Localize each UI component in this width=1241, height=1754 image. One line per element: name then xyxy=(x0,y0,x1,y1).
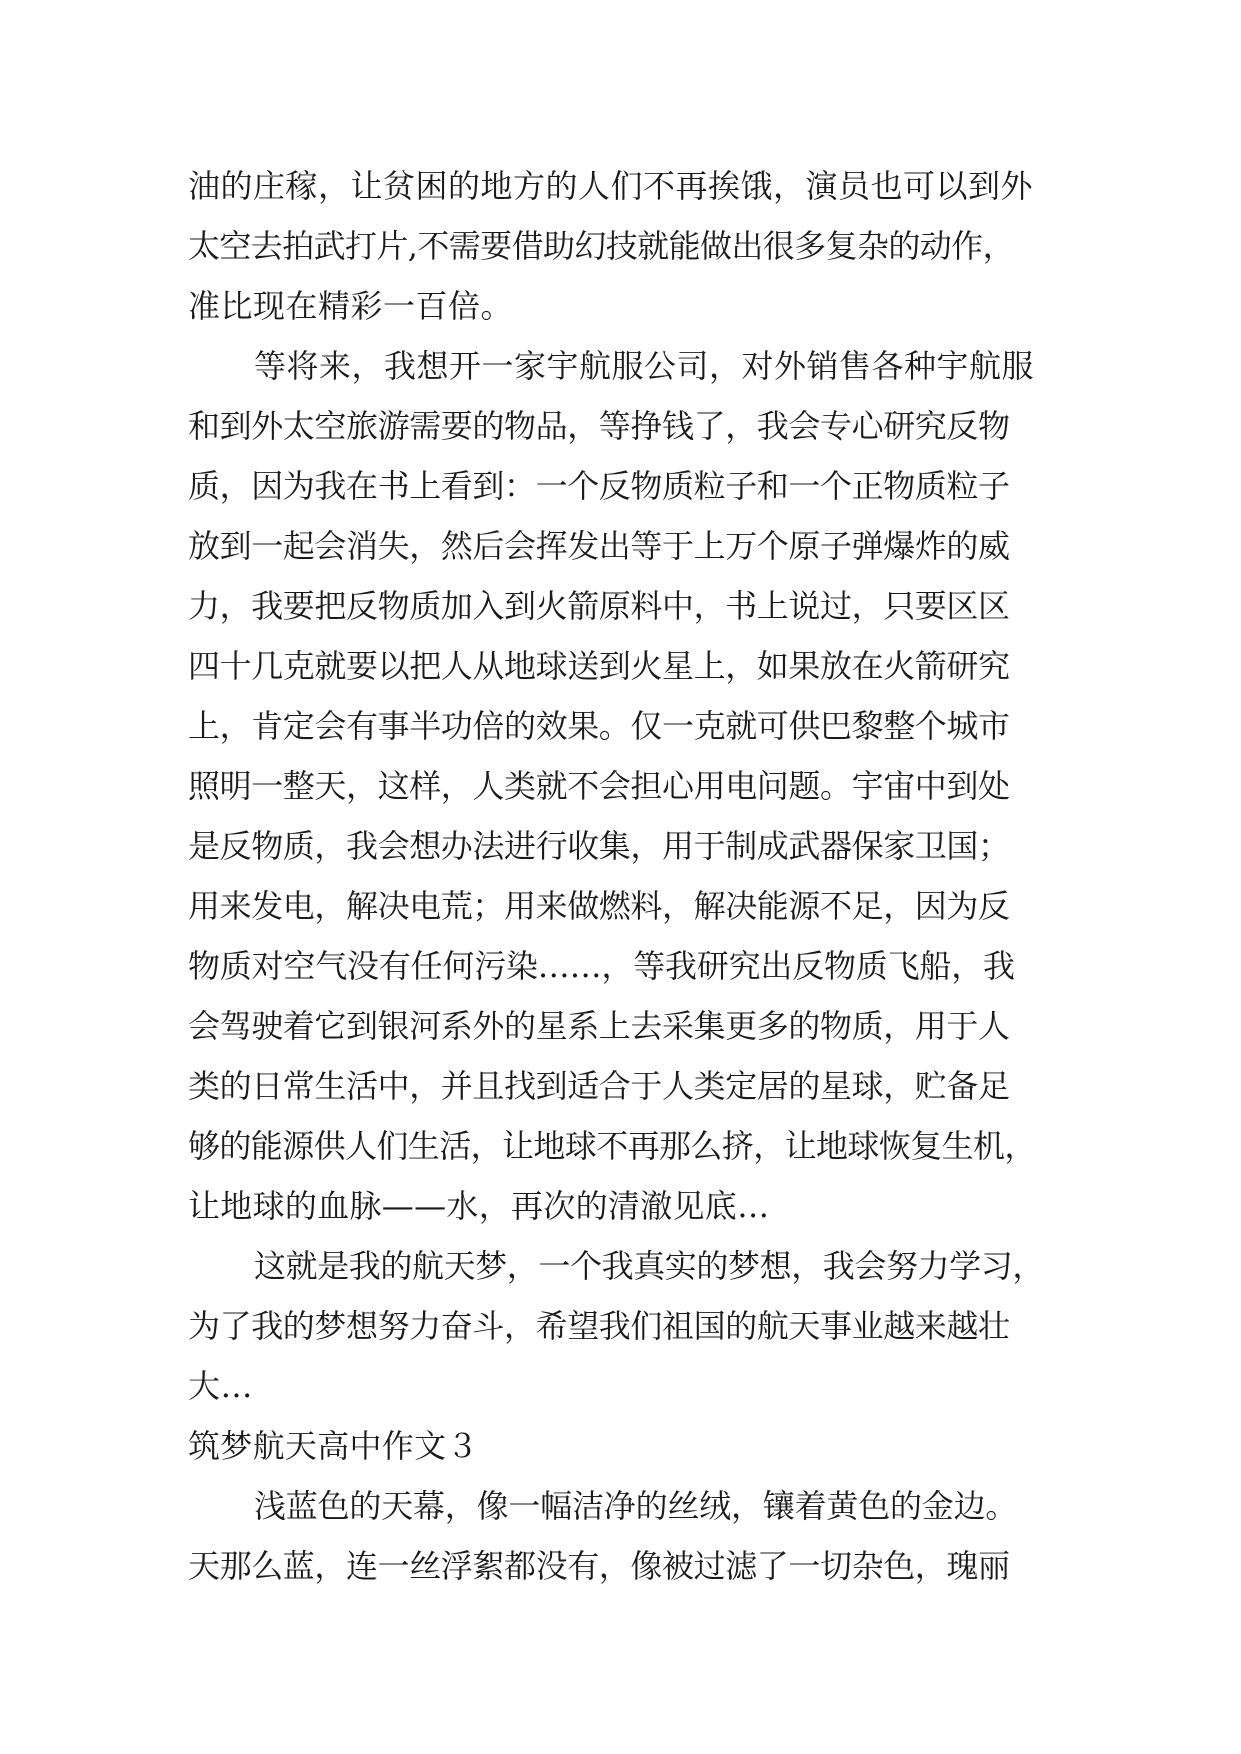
text-line: 上，肯定会有事半功倍的效果。仅一克就可供巴黎整个城市 xyxy=(188,707,1010,745)
text-line: 让地球的血脉——水，再次的清澈见底… xyxy=(188,1187,770,1225)
text-line: 准比现在精彩一百倍。 xyxy=(188,287,514,325)
text-line: 为了我的梦想努力奋斗，希望我们祖国的航天事业越来越壮 xyxy=(188,1307,1010,1345)
text-line: 照明一整天，这样，人类就不会担心用电问题。宇宙中到处 xyxy=(188,767,1010,805)
text-line: 物质对空气没有任何污染……，等我研究出反物质飞船，我 xyxy=(188,947,1015,985)
text-line: 力，我要把反物质加入到火箭原料中，书上说过，只要区区 xyxy=(188,587,1010,625)
text-line: 四十几克就要以把人从地球送到火星上，如果放在火箭研究 xyxy=(188,647,1010,685)
paragraph-first-line: 这就是我的航天梦，一个我真实的梦想，我会努力学习， xyxy=(254,1247,1045,1285)
text-line: 和到外太空旅游需要的物品，等挣钱了，我会专心研究反物 xyxy=(188,407,1010,445)
section-heading: 筑梦航天高中作文３ xyxy=(188,1427,479,1465)
text-line: 类的日常生活中，并且找到适合于人类定居的星球，贮备足 xyxy=(188,1067,1010,1105)
paragraph-first-line: 等将来，我想开一家宇航服公司，对外销售各种宇航服 xyxy=(254,347,1035,385)
text-line: 质，因为我在书上看到：一个反物质粒子和一个正物质粒子 xyxy=(188,467,1010,505)
paragraph-first-line: 浅蓝色的天幕，像一幅洁净的丝绒，镶着黄色的金边。 xyxy=(254,1487,1018,1525)
text-line: 会驾驶着它到银河系外的星系上去采集更多的物质，用于人 xyxy=(188,1007,1010,1045)
text-line: 大… xyxy=(188,1367,254,1405)
text-line: 是反物质，我会想办法进行收集，用于制成武器保家卫国； xyxy=(188,827,1010,865)
text-line: 够的能源供人们生活，让地球不再那么挤，让地球恢复生机， xyxy=(188,1127,1036,1165)
text-line: 天那么蓝，连一丝浮絮都没有，像被过滤了一切杂色，瑰丽 xyxy=(188,1547,1010,1585)
text-line: 用来发电，解决电荒；用来做燃料，解决能源不足，因为反 xyxy=(188,887,1010,925)
text-line: 太空去拍武打片,不需要借助幻技就能做出很多复杂的动作， xyxy=(188,227,1014,265)
text-line: 油的庄稼，让贫困的地方的人们不再挨饿，演员也可以到外 xyxy=(188,167,1034,205)
text-line: 放到一起会消失，然后会挥发出等于上万个原子弹爆炸的威 xyxy=(188,527,1010,565)
